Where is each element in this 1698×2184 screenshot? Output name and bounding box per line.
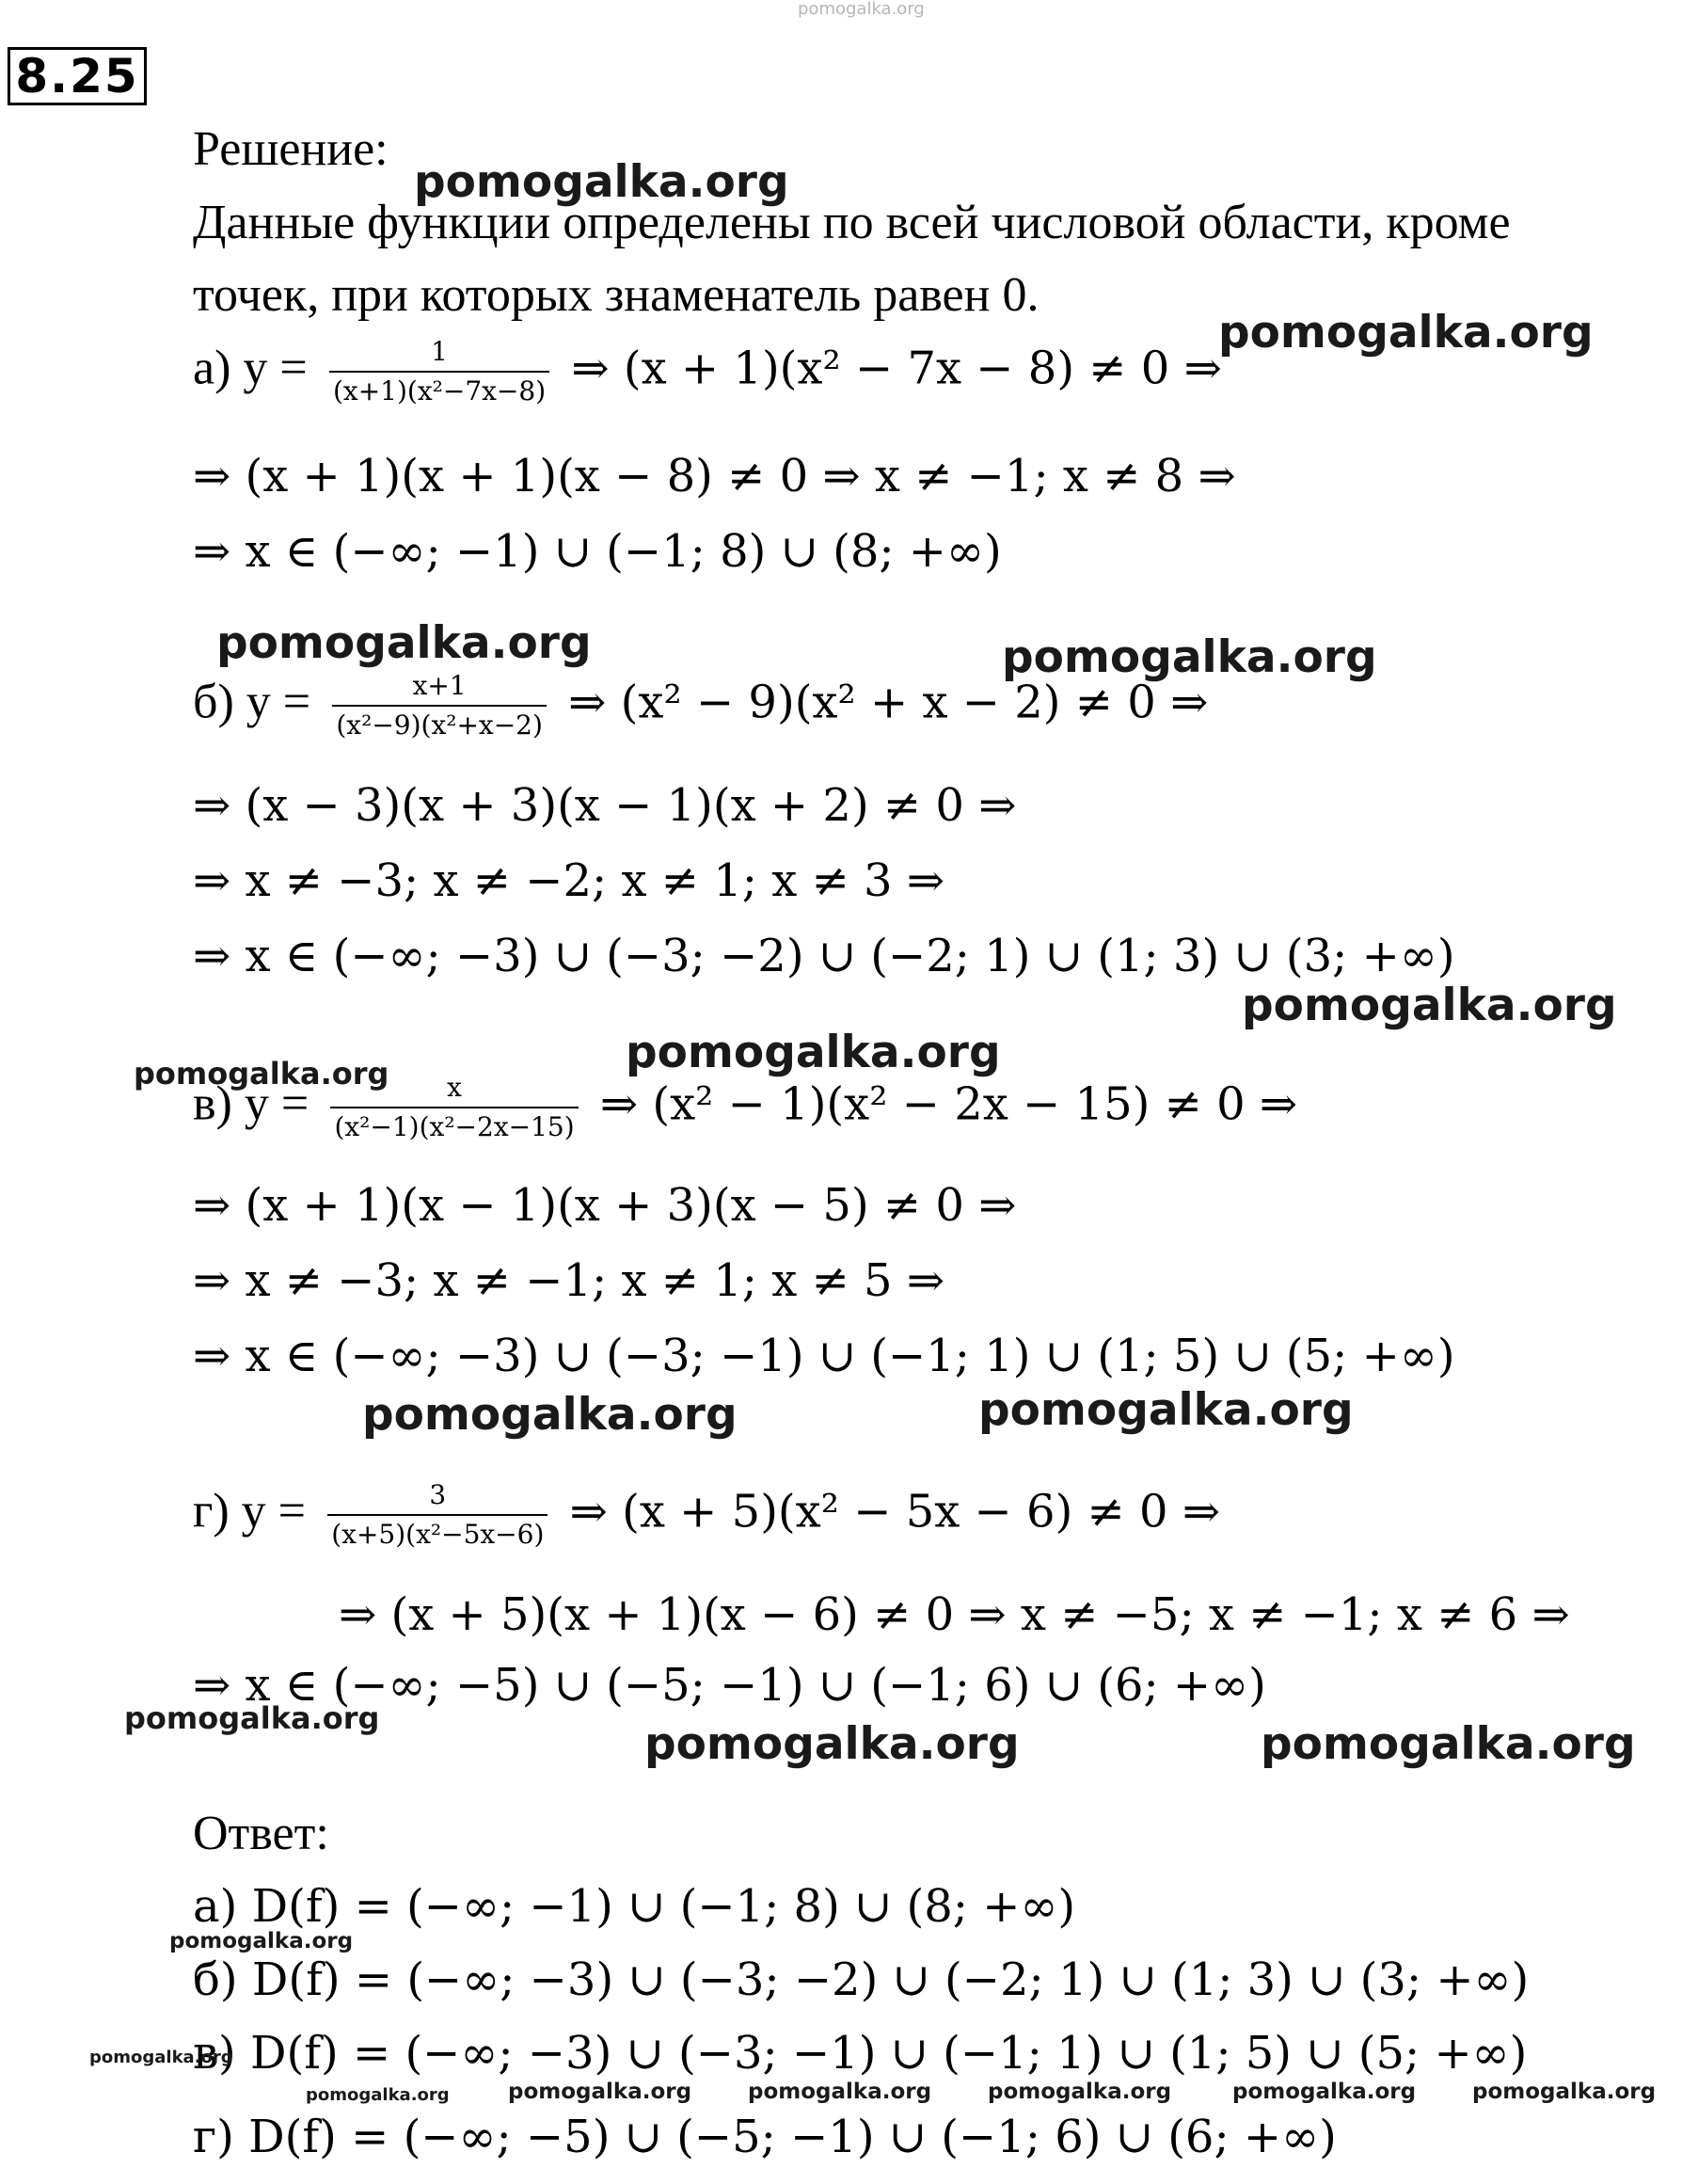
part-b-line-3: ⇒ x ≠ −3; x ≠ −2; x ≠ 1; x ≠ 3 ⇒ [193,854,945,907]
watermark: pomogalka.org [988,2080,1172,2104]
answer-g: г) D(f) = (−∞; −5) ∪ (−5; −1) ∪ (−1; 6) ∪ (6; +∞) [193,2111,1337,2163]
part-a-numerator: 1 [431,336,448,367]
part-b-fraction [332,670,547,741]
answer-v: в) D(f) = (−∞; −3) ∪ (−3; −1) ∪ (−1; 1) ∪ (1; 5) ∪ (5; +∞) [193,2027,1528,2080]
intro-line-2: точек, при которых знаменатель равен 0. [193,268,1039,322]
watermark: pomogalka.org [978,1384,1354,1436]
watermark: pomogalka.org [89,2048,233,2067]
part-g-equation [193,1479,1221,1550]
watermark: pomogalka.org [626,1027,1001,1078]
part-b-after-fraction: ⇒ (x² − 9)(x² + x − 2) ≠ 0 ⇒ [568,676,1209,729]
problem-number: 8.25 [8,47,147,105]
watermark: pomogalka.org [216,617,592,669]
part-v-line-4: ⇒ x ∈ (−∞; −3) ∪ (−3; −1) ∪ (−1; 1) ∪ (1; 5) ∪ (5; +∞) [193,1330,1455,1382]
watermark: pomogalka.org [748,2080,932,2104]
solution-heading: Решение: [193,122,389,176]
watermark: pomogalka.org [1002,631,1377,683]
part-a-denominator: (x+1)(x²−7x−8) [329,371,549,405]
part-v-after-fraction: ⇒ (x² − 1)(x² − 2x − 15) ≠ 0 ⇒ [599,1077,1298,1131]
watermark: pomogalka.org [169,1929,354,1953]
part-g-numerator: 3 [429,1479,447,1510]
part-b-line-2: ⇒ (x − 3)(x + 3)(x − 1)(x + 2) ≠ 0 ⇒ [193,779,1017,832]
part-a-equation [193,336,1222,407]
answer-b: б) D(f) = (−∞; −3) ∪ (−3; −2) ∪ (−2; 1) ∪ (1; 3) ∪ (3; +∞) [193,1953,1530,2006]
top-watermark: pomogalka.org [798,0,925,19]
answer-heading: Ответ: [193,1807,329,1860]
part-v-line-3: ⇒ x ≠ −3; x ≠ −1; x ≠ 1; x ≠ 5 ⇒ [193,1254,945,1307]
part-g-fraction [327,1479,547,1550]
watermark: pomogalka.org [1232,2080,1417,2104]
part-a-line-2: ⇒ (x + 1)(x + 1)(x − 8) ≠ 0 ⇒ x ≠ −1; x ≠ 8 ⇒ [193,450,1236,502]
part-b-label: б) y = [193,675,311,729]
part-a-label: а) y = [193,341,308,395]
part-v-denominator: (x²−1)(x²−2x−15) [330,1107,578,1140]
part-a-after-fraction: ⇒ (x + 1)(x² − 7x − 8) ≠ 0 ⇒ [571,342,1222,395]
part-a-fraction [329,336,549,407]
part-v-line-2: ⇒ (x + 1)(x − 1)(x + 3)(x − 5) ≠ 0 ⇒ [193,1179,1017,1232]
watermark: pomogalka.org [1472,2080,1657,2104]
part-b-denominator: (x²−9)(x²+x−2) [332,705,547,739]
answer-a: а) D(f) = (−∞; −1) ∪ (−1; 8) ∪ (8; +∞) [193,1880,1076,1933]
part-g-after-fraction: ⇒ (x + 5)(x² − 5x − 6) ≠ 0 ⇒ [569,1485,1221,1538]
watermark: pomogalka.org [306,2085,450,2105]
watermark: pomogalka.org [134,1056,389,1092]
part-g-line-2: ⇒ (x + 5)(x + 1)(x − 6) ≠ 0 ⇒ x ≠ −5; x ≠ −1; x ≠ 6 ⇒ [339,1588,1570,1641]
watermark: pomogalka.org [644,1718,1020,1770]
part-g-denominator: (x+5)(x²−5x−6) [327,1514,547,1548]
part-v-numerator: x [447,1072,462,1103]
part-g-label: г) y = [193,1484,306,1538]
part-b-numerator: x+1 [412,670,467,701]
watermark: pomogalka.org [362,1389,738,1441]
watermark: pomogalka.org [414,156,789,208]
part-g-line-3: ⇒ x ∈ (−∞; −5) ∪ (−5; −1) ∪ (−1; 6) ∪ (6; +∞) [193,1659,1266,1712]
watermark: pomogalka.org [508,2080,692,2104]
watermark: pomogalka.org [1242,980,1617,1031]
watermark: pomogalka.org [1261,1718,1636,1770]
part-b-line-4: ⇒ x ∈ (−∞; −3) ∪ (−3; −2) ∪ (−2; 1) ∪ (1; 3) ∪ (3; +∞) [193,930,1455,982]
intro-line-1: Данные функции определены по всей числовой области, кроме [193,196,1511,249]
part-a-line-3: ⇒ x ∈ (−∞; −1) ∪ (−1; 8) ∪ (8; +∞) [193,525,1002,578]
watermark: pomogalka.org [124,1700,380,1736]
watermark: pomogalka.org [1218,307,1594,359]
part-v-label: в) y = [193,1076,309,1131]
